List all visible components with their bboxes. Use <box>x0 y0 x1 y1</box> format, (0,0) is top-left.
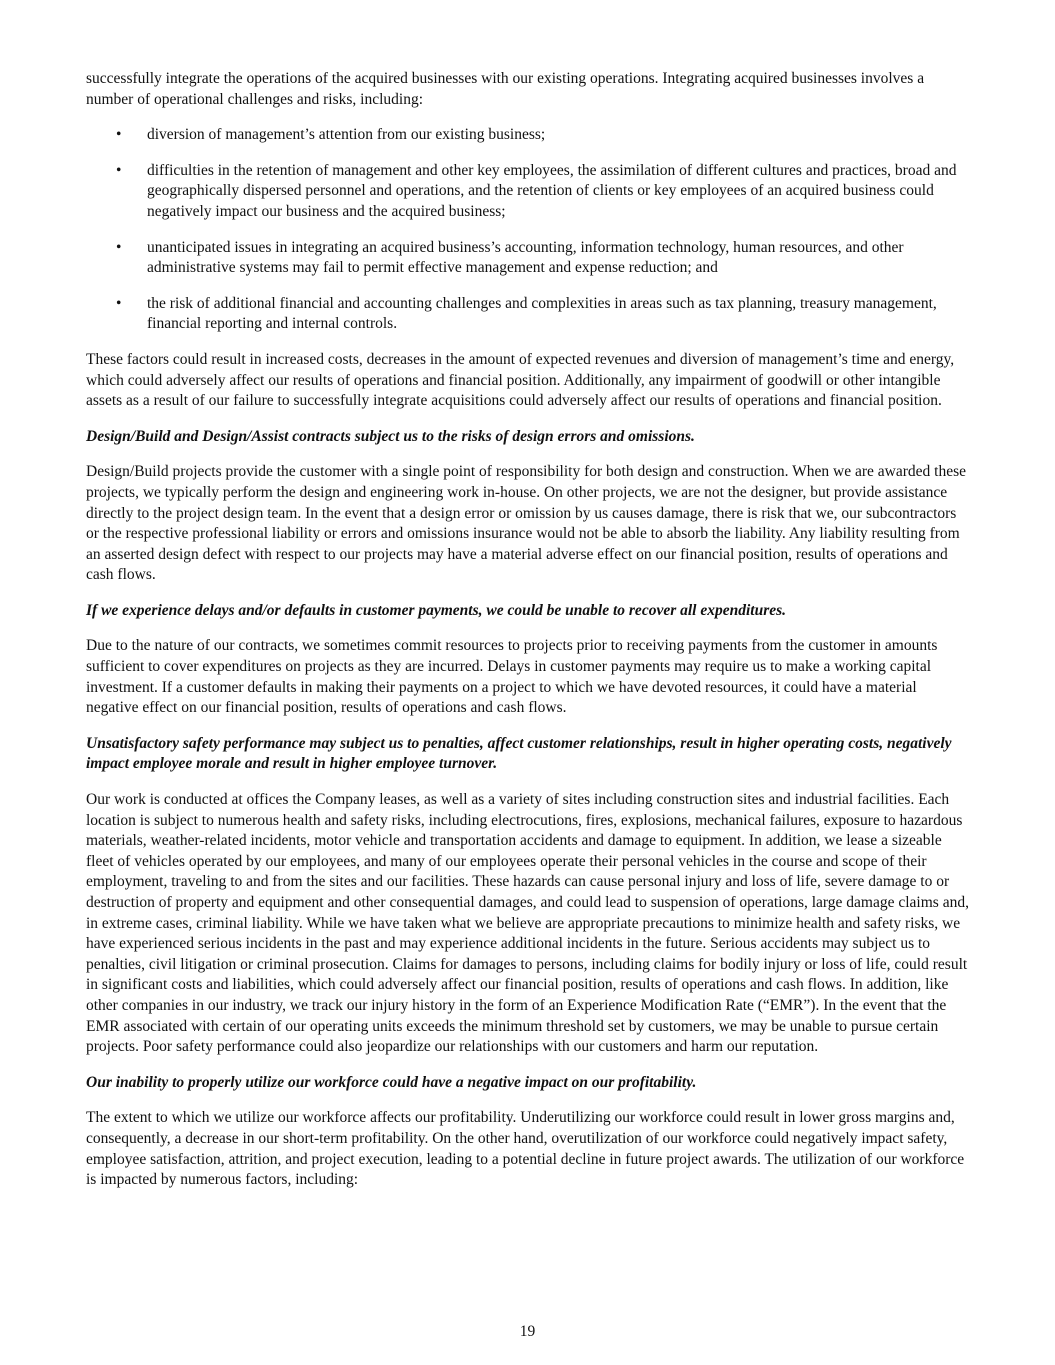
bullet-icon: • <box>116 238 122 256</box>
list-item <box>86 125 972 146</box>
intro-paragraph: successfully integrate the operations of the acquired businesses with our existing operations. Integrating acquired businesses involves a number of operational challenges and risks, including: <box>86 70 925 108</box>
list-item-text: the risk of additional financial and accounting challenges and complexities in areas such as tax planning, treasury management, financial reporting and internal controls. <box>147 294 937 333</box>
section-heading-customer-payments: If we experience delays and/or defaults in customer payments, we could be unable to recover all expenditures. <box>86 601 787 619</box>
list-item-text: unanticipated issues in integrating an acquired business’s accounting, information technology, human resources, and other administrative systems may fail to permit effective management and expense reduction; and <box>147 238 904 277</box>
list-item-text: diversion of management’s attention from our existing business; <box>147 126 546 144</box>
section-heading-design-build: Design/Build and Design/Assist contracts subject us to the risks of design errors and omissions. <box>86 427 695 445</box>
section-body-customer-payments: Due to the nature of our contracts, we sometimes commit resources to projects prior to receiving payments from the customer in amounts sufficient to cover expenditures on projects as they are incurred. Delays in customer payments may require us to make a working capital investment. If a customer defaults in making their payments on a project to which we have devoted resources, it could have a material negative effect on our financial position, results of operations and cash flows. <box>86 637 938 717</box>
list-item-text: difficulties in the retention of management and other key employees, the assimilation of different cultures and practices, broad and geographically dispersed personnel and operations, and the retention of clients or key employees of an acquired business could negatively impact our business and the acquired business; <box>147 161 957 220</box>
list-item <box>86 161 972 223</box>
bullet-icon: • <box>116 126 122 144</box>
page-number: 19 <box>519 1323 536 1340</box>
bullet-icon: • <box>116 161 122 179</box>
list-item <box>86 294 972 335</box>
section-body-workforce-utilization: The extent to which we utilize our workforce affects our profitability. Underutilizing our workforce could result in lower gross margins and, consequently, a decrease in our short-term profitability. On the other hand, overutilization of our workforce could negatively impact safety, employee satisfaction, attrition, and project execution, leading to a potential decline in future project awards. The utilization of our workforce is impacted by numerous factors, including: <box>86 1109 965 1189</box>
section-heading-safety-performance: Unsatisfactory safety performance may subject us to penalties, affect customer relationships, result in higher operating costs, negatively impact employee morale and result in higher employee turnover. <box>86 734 952 773</box>
section-heading-workforce-utilization: Our inability to properly utilize our workforce could have a negative impact on our profitability. <box>86 1073 697 1091</box>
list-item <box>86 238 972 279</box>
section-body-design-build: Design/Build projects provide the customer with a single point of responsibility for both design and construction. When we are awarded these projects, we typically perform the design and engineering work in-house. On other projects, we are not the designer, but provide assistance directly to the project design team. In the event that a design error or omission by us causes damage, there is risk that we, our subcontractors or the respective professional liability or errors and omissions insurance would not be able to absorb the liability. Any liability resulting from an asserted design defect with respect to our projects may have a material adverse effect on our financial position, results of operations and cash flows. <box>86 463 966 584</box>
section-body-safety-performance: Our work is conducted at offices the Company leases, as well as a variety of sites including construction sites and industrial facilities. Each location is subject to numerous health and safety risks, including electrocutions, fires, explosions, mechanical failures, exposure to hazardous materials, weather-related incidents, motor vehicle and transportation accidents and damage to equipment. In addition, we lease a sizeable fleet of vehicles operated by our employees, and many of our employees operate their personal vehicles in the course and scope of their employment, traveling to and from the sites and our facilities. These hazards can cause personal injury and loss of life, severe damage to or destruction of property and equipment and other consequential damages, and could lead to suspension of operations, large damage claims and, in extreme cases, criminal liability. While we have taken what we believe are appropriate precautions to minimize health and safety risks, we have experienced serious incidents in the past and may experience additional incidents in the future. Serious accidents may subject us to penalties, civil litigation or criminal prosecution. Claims for damages to persons, including claims for bodily injury or loss of life, could result in significant costs and liabilities, which could adversely affect our financial position, results of operations and cash flows. In addition, like other companies in our industry, we track our injury history in the form of an Experience Modification Rate (“EMR”). In the event that the EMR associated with certain of our operating units exceeds the minimum threshold set by customers, we may be unable to pursue certain projects. Poor safety performance could also jeopardize our relationships with our customers and harm our reputation. <box>86 791 969 1056</box>
integration-summary-paragraph: These factors could result in increased costs, decreases in the amount of expected revenues and diversion of management’s time and energy, which could adversely affect our results of operations and financial position. Additionally, any impairment of goodwill or other intangible assets as a result of our failure to successfully integrate acquisitions could adversely affect our results of operations and financial position. <box>86 350 955 410</box>
bullet-icon: • <box>116 294 122 312</box>
integration-risks-list <box>86 125 972 335</box>
document-page <box>86 69 972 1206</box>
